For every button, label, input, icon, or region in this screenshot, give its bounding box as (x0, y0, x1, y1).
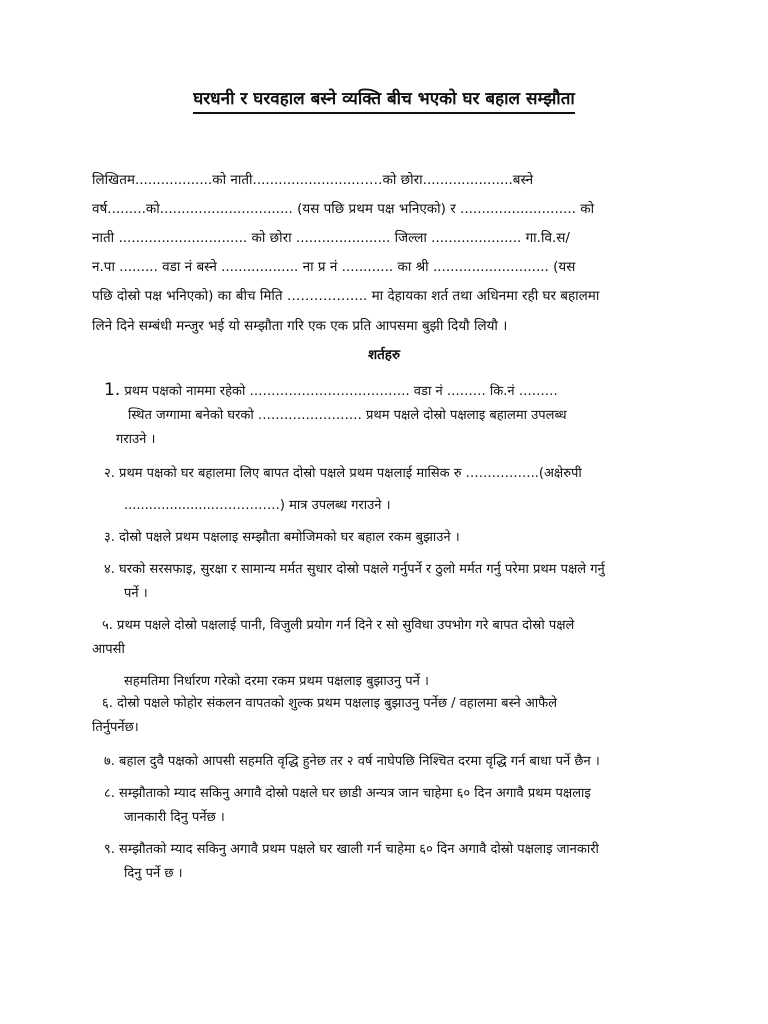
clause-number: ३. (104, 530, 115, 545)
clause-text: दोस्रो पक्षले फोहोर संकलन वापतको शुल्क प्रथम पक्षलाइ बुझाउनु पर्नेछ / वहालमा बस्ने आफैले (117, 696, 558, 711)
clause-number: 1. (104, 380, 121, 400)
clause-8 (104, 782, 676, 830)
intro-paragraph (92, 166, 676, 337)
intro-line-3: नाती .............................. को छोरा ...................... जिल्ला ..................... गा.वि.स/ (92, 230, 570, 246)
clause-6 (92, 692, 676, 740)
clause-text: सहमतिमा निर्धारण गरेको दरमा रकम प्रथम पक्षलाइ बुझाउनु पर्ने । (124, 674, 429, 689)
clause-text: तिर्नुपर्नेछ। (92, 720, 139, 735)
document-title-text: घरधनी र घरवहाल बस्ने व्यक्ति बीच भएको घर बहाल सम्झौता (193, 89, 575, 114)
intro-line-1: लिखितम..................को नाती........................……को छोरा.....................बस्ने (92, 172, 534, 188)
intro-line-4: न.पा ......... वडा नं बस्ने .................. ना प्र नं ............ का श्री ........................... (यस (92, 259, 576, 275)
clause-number: २. (104, 466, 115, 481)
clause-4 (104, 558, 676, 606)
clause-text: बहाल दुवै पक्षको आपसी सहमति वृद्धि हुनेछ तर २ वर्ष नाघेपछि निश्चित दरमा वृद्धि गर्न बाधा पर्ने छैन । (119, 754, 600, 769)
clause-1 (104, 378, 674, 452)
clause-text: दोस्रो पक्षले प्रथम पक्षलाइ सम्झौता बमोजिमको घर बहाल रकम बुझाउने । (119, 530, 460, 545)
clause-text: दिनु पर्ने छ । (124, 866, 183, 881)
clause-text: स्थित जग्गामा बनेको घरको …………………… प्रथम पक्षले दोस्रो पक्षलाइ बहालमा उपलब्ध (128, 408, 567, 423)
clause-number: ८. (104, 786, 115, 801)
clause-number: ५. (102, 618, 113, 633)
intro-line-5: पछि दोस्रो पक्ष भनिएको) का बीच मिति ……………... मा देहायका शर्त तथा अधिनमा रही घर बहालमा (92, 288, 600, 304)
clause-3 (104, 526, 676, 550)
clause-7 (104, 750, 676, 774)
clause-2 (104, 462, 676, 518)
clause-text: जानकारी दिनु पर्नेछ । (124, 810, 225, 825)
clause-text: घरको सरसफाइ, सुरक्षा र सामान्य मर्मत सुधार दोस्रो पक्षले गर्नुपर्ने र ठुलो मर्मत गर्नु परेमा प्रथम पक्षले गर्नु (119, 562, 605, 577)
clause-number: ४. (104, 562, 115, 577)
clause-text: ......................……………) मात्र उपलब्ध गराउने । (124, 498, 391, 513)
clause-number: ९. (104, 842, 115, 857)
clause-text: पर्ने । (124, 586, 148, 601)
conditions-heading: शर्तहरु (367, 347, 401, 363)
clause-text: प्रथम पक्षको नाममा रहेको ………………………………. वडा नं ……… कि.नं ……… (124, 384, 558, 399)
intro-line-6: लिने दिने सम्बंधी मन्जुर भई यो सम्झौता गरि एक एक प्रति आपसमा बुझी दियौ लियौ । (92, 318, 508, 334)
clause-text: प्रथम पक्षले दोस्रो पक्षलाई पानी, विजुली प्रयोग गर्न दिने र सो सुविधा उपभोग गरे बापत दोस्रो पक्षले (117, 618, 575, 633)
intro-line-2: वर्ष.........को............................... (यस पछि प्रथम पक्ष भनिएको) र ........................... को (92, 201, 595, 217)
clause-text: आपसी (92, 642, 125, 657)
clause-text: प्रथम पक्षको घर बहालमा लिए बापत दोस्रो पक्षले प्रथम पक्षलाई मासिक रु ……………..(अक्षेरुपी (119, 466, 582, 481)
clause-text: सम्झौताको म्याद सकिनु अगावै दोस्रो पक्षले घर छाडी अन्यत्र जान चाहेमा ६० दिन अगावै प्रथम पक्षलाइ (119, 786, 591, 801)
clause-number: ६. (102, 696, 113, 711)
clause-number: ७. (104, 754, 115, 769)
clause-5 (92, 614, 676, 694)
clause-text: गराउने । (116, 432, 156, 447)
clause-text: सम्झौतको म्याद सकिनु अगावै प्रथम पक्षले घर खाली गर्न चाहेमा ६० दिन अगावै दोस्रो पक्षलाइ जानकारी (119, 842, 599, 857)
document-title (0, 86, 768, 109)
clause-9 (104, 838, 676, 886)
